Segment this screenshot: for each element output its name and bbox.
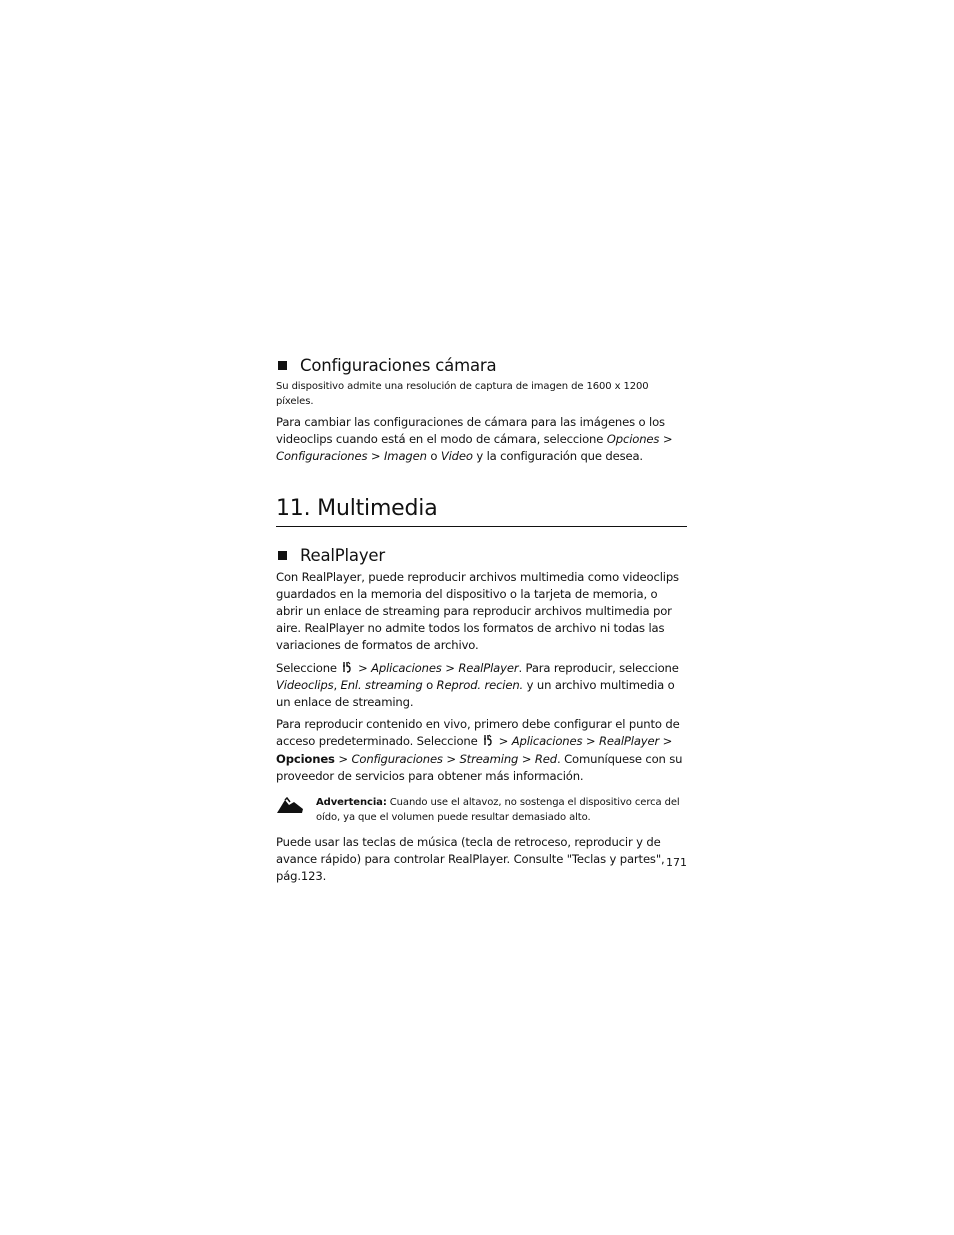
camera-settings-paragraph: Para cambiar las configuraciones de cámara para las imágenes o los videoclips cuando está en el modo de cámara, seleccione Opciones > Configuraciones > Imagen o Video y la configuración que desea. — [276, 415, 673, 464]
music-keys-paragraph: Puede usar las teclas de música (tecla de retroceso, reproducir y de avance rápido) para controlar RealPlayer. Consulte "Teclas y partes", pág.123. — [276, 835, 665, 884]
page-content — [276, 356, 687, 886]
warning-hand-icon — [276, 797, 304, 815]
section-title: Configuraciones cámara — [300, 356, 497, 375]
section-heading-realplayer — [276, 546, 687, 565]
square-bullet-icon — [278, 361, 287, 370]
warning-notice — [276, 795, 687, 825]
live-content-paragraph: Para reproducir contenido en vivo, primero debe configurar el punto de acceso predeterminado. Seleccione > Aplicaciones > RealPlayer > Opciones > Configuraciones > Streaming > Red. Comuníquese con su proveedor de servicios para obtener más información. — [276, 717, 683, 783]
realplayer-select-paragraph: Seleccione > Aplicaciones > RealPlayer. Para reproducir, seleccione Videoclips, Enl. streaming o Reprod. recien. y un archivo multimedia o un enlace de streaming. — [276, 660, 679, 710]
section-heading-camera-settings — [276, 356, 687, 375]
realplayer-intro-paragraph: Con RealPlayer, puede reproducir archivos multimedia como videoclips guardados en la memoria del dispositivo o la tarjeta de memoria, o abrir un enlace de streaming para reproducir archivos multimedia por aire. RealPlayer no admite todos los formatos de archivo ni todas las variaciones de formatos de archivo. — [276, 569, 679, 653]
menu-key-icon — [342, 661, 352, 673]
chapter-title: 11. Multimedia — [276, 495, 438, 521]
square-bullet-icon — [278, 551, 287, 560]
section-title: RealPlayer — [300, 545, 385, 565]
resolution-note: Su dispositivo admite una resolución de captura de imagen de 1600 x 1200 píxeles. — [276, 381, 649, 407]
chapter-heading — [276, 494, 687, 527]
menu-key-icon — [483, 734, 493, 746]
warning-text: Advertencia: Cuando use el altavoz, no sostenga el dispositivo cerca del oído, ya que el volumen puede resultar demasiado alto. — [316, 797, 680, 824]
page-number: 171 — [666, 856, 687, 869]
